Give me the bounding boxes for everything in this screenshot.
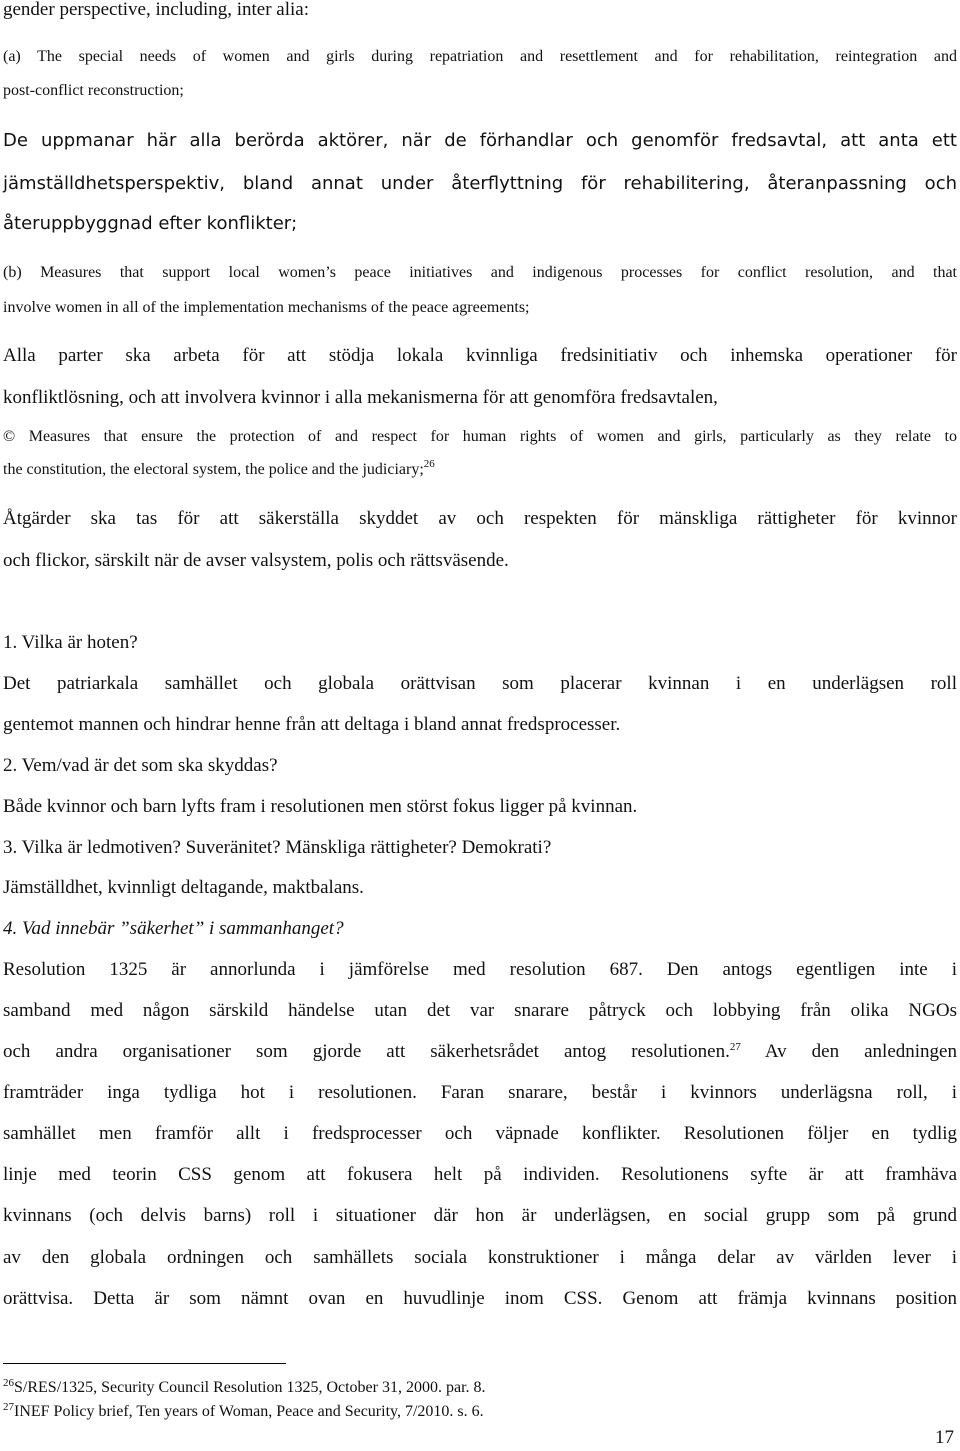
answer-4-line-7: kvinnans (och delvis barns) roll i situationer där hon är underlägsen, en social grupp som på grund xyxy=(3,1205,957,1226)
answer-4-line-2: samband med någon särskild händelse utan det var snarare påtryck och lobbying från olika NGOs xyxy=(3,1000,957,1021)
answer-4-line-3 xyxy=(3,1041,957,1063)
answer-4-line-5: samhället men framför allt i fredsprocesser och väpnade konflikter. Resolutionen följer en tydlig xyxy=(3,1123,957,1144)
footnote-ref-26: 26 xyxy=(423,458,435,470)
footnote-26-text: S/RES/1325, Security Council Resolution 1325, October 31, 2000. par. 8. xyxy=(14,1379,486,1396)
answer-4-line-1: Resolution 1325 är annorlunda i jämförelse med resolution 687. Den antogs egentligen inte i xyxy=(3,959,957,980)
answer-1-line-1: Det patriarkala samhället och globala orättvisan som placerar kvinnan i en underlägsen roll xyxy=(3,673,957,694)
item-a-sv-line-2: jämställdhetsperspektiv, bland annat under återflyttning för rehabilitering, återanpassning och xyxy=(3,173,957,194)
answer-4-line-9: orättvisa. Detta är som nämnt ovan en huvudlinje inom CSS. Genom att främja kvinnans position xyxy=(3,1288,957,1309)
item-b-en-line-2: involve women in all of the implementation mechanisms of the peace agreements; xyxy=(3,299,530,316)
footnote-27 xyxy=(3,1403,484,1421)
item-c-en-line-2 xyxy=(3,458,435,479)
answer-1-line-2: gentemot mannen och hindrar henne från att deltaga i bland annat fredsprocesser. xyxy=(3,714,621,735)
question-4: 4. Vad innebär ”säkerhet” i sammanhanget? xyxy=(3,918,344,939)
item-b-en-line-1: (b) Measures that support local women’s peace initiatives and indigenous processes for conflict resolution, and that xyxy=(3,264,957,281)
page-number: 17 xyxy=(935,1427,954,1448)
footnote-26 xyxy=(3,1379,486,1397)
answer-4-line-3-pre: och andra organisationer som gjorde att säkerhetsrådet antog resolutionen. xyxy=(3,1041,730,1062)
item-a-sv-line-1: De uppmanar här alla berörda aktörer, när de förhandlar och genomför fredsavtal, att anta ett xyxy=(3,130,957,151)
item-c-sv-line-2: och flickor, särskilt när de avser valsystem, polis och rättsväsende. xyxy=(3,550,509,571)
footnote-divider xyxy=(3,1363,286,1364)
answer-2: Både kvinnor och barn lyfts fram i resolutionen men störst fokus ligger på kvinnan. xyxy=(3,796,638,817)
answer-4-line-6: linje med teorin CSS genom att fokusera helt på individen. Resolutionens syfte är att framhäva xyxy=(3,1164,957,1185)
item-a-en-line-1: (a) The special needs of women and girls during repatriation and resettlement and for rehabilitation, reintegration and xyxy=(3,48,957,65)
intro-text: gender perspective, including, inter alia: xyxy=(3,0,309,20)
item-c-sv-line-1: Åtgärder ska tas för att säkerställa skyddet av och respekten för mänskliga rättigheter för kvinnor xyxy=(3,508,957,529)
item-c-en-line-2-text: the constitution, the electoral system, the police and the judiciary; xyxy=(3,461,424,478)
footnote-ref-27: 27 xyxy=(729,1041,741,1053)
footnote-26-number: 26 xyxy=(3,1377,14,1389)
item-b-sv-line-2: konfliktlösning, och att involvera kvinnor i alla mekanismerna för att genomföra fredsavtalen, xyxy=(3,387,718,408)
question-1: 1. Vilka är hoten? xyxy=(3,632,138,653)
question-2: 2. Vem/vad är det som ska skyddas? xyxy=(3,755,278,776)
footnote-27-number: 27 xyxy=(3,1401,14,1413)
item-b-sv-line-1: Alla parter ska arbeta för att stödja lokala kvinnliga fredsinitiativ och inhemska operationer för xyxy=(3,345,957,366)
answer-3: Jämställdhet, kvinnligt deltagande, maktbalans. xyxy=(3,877,364,898)
item-c-en-line-1: © Measures that ensure the protection of and respect for human rights of women and girls, particularly as they relate to xyxy=(3,428,957,445)
answer-4-line-4: framträder inga tydliga hot i resolutionen. Faran snarare, består i kvinnors underlägsna roll, i xyxy=(3,1082,957,1103)
item-a-sv-line-3: återuppbyggnad efter konflikter; xyxy=(3,213,298,234)
answer-4-line-3-post: Av den anledningen xyxy=(740,1041,957,1062)
item-a-en-line-2: post-conflict reconstruction; xyxy=(3,82,184,99)
question-3: 3. Vilka är ledmotiven? Suveränitet? Mänskliga rättigheter? Demokrati? xyxy=(3,837,552,858)
answer-4-line-8: av den globala ordningen och samhällets sociala konstruktioner i många delar av världen lever i xyxy=(3,1247,957,1268)
footnote-27-text: INEF Policy brief, Ten years of Woman, Peace and Security, 7/2010. s. 6. xyxy=(14,1403,484,1420)
